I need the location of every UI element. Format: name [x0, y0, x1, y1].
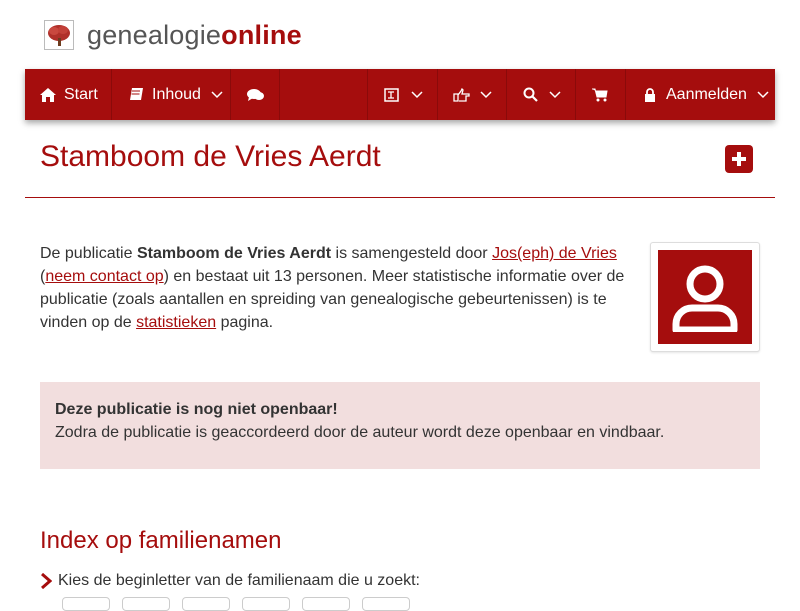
nav-point[interactable]	[438, 69, 507, 120]
chevron-right-icon	[40, 573, 52, 589]
nav-spacer	[280, 69, 368, 120]
brand-name	[87, 20, 302, 51]
user-icon	[658, 250, 752, 344]
nav-cart[interactable]	[576, 69, 626, 120]
publication-name: Stamboom de Vries Aerdt	[136, 245, 332, 262]
letter-button[interactable]	[62, 597, 110, 611]
intro-text-3: (	[40, 268, 46, 285]
letter-button[interactable]	[242, 597, 290, 611]
letter-button[interactable]	[302, 597, 350, 611]
comments-icon	[246, 87, 264, 103]
language-icon	[383, 87, 401, 103]
letter-button[interactable]	[362, 597, 410, 611]
chevron-down-icon	[411, 91, 423, 99]
index-title: Index op familienamen	[40, 527, 282, 554]
tree-logo-icon	[44, 20, 74, 50]
nav-login-label: Aanmelden	[666, 85, 747, 103]
nav-inhoud-label: Inhoud	[152, 85, 201, 103]
contact-link[interactable]: neem contact op	[45, 268, 164, 285]
page-title: Stamboom de Vries Aerdt	[40, 140, 381, 173]
intro-text-4: ) en bestaat uit 13 personen. Meer statistische informatie over de publicatie (zoals aantallen en spreiding van genealogische gebeurtenissen) is te vinden op de	[40, 268, 625, 331]
letter-button[interactable]	[122, 597, 170, 611]
nav-language[interactable]	[368, 69, 438, 120]
nav-login[interactable]	[626, 69, 775, 120]
author-link[interactable]: Jos(eph) de Vries	[492, 245, 617, 262]
main-navbar	[25, 69, 775, 120]
search-icon	[521, 87, 539, 103]
nav-start-label: Start	[64, 85, 98, 103]
notice-body: Zodra de publicatie is geaccordeerd door de auteur wordt deze openbaar en vindbaar.	[55, 424, 665, 441]
nav-comments[interactable]	[231, 69, 280, 120]
hand-point-icon	[452, 87, 470, 103]
brand-part2: online	[221, 19, 302, 50]
intro-text-5: pagina.	[216, 314, 274, 331]
letter-buttons	[62, 597, 422, 611]
chevron-down-icon	[480, 91, 492, 99]
private-notice	[40, 382, 760, 469]
chevron-down-icon	[211, 91, 223, 99]
publication-intro	[40, 242, 625, 334]
nav-search[interactable]	[507, 69, 576, 120]
notice-heading: Deze publicatie is nog niet openbaar!	[55, 401, 338, 418]
nav-start[interactable]	[25, 69, 112, 120]
brand-part1: genealogie	[87, 19, 222, 50]
nav-inhoud[interactable]	[112, 69, 231, 120]
book-icon	[127, 87, 145, 103]
intro-text-1: De publicatie	[40, 245, 137, 262]
instruction-text: Kies de beginletter van de familienaam die u zoekt:	[58, 572, 420, 589]
intro-text-2: is samengesteld door	[331, 245, 493, 262]
chevron-down-icon	[549, 91, 561, 99]
stats-link[interactable]: statistieken	[136, 314, 217, 331]
title-divider	[25, 197, 775, 198]
plus-square-icon[interactable]	[725, 145, 753, 173]
letter-button[interactable]	[182, 597, 230, 611]
site-logo[interactable]	[44, 19, 302, 51]
index-instruction	[40, 572, 420, 590]
chevron-down-icon	[757, 91, 769, 99]
lock-icon	[641, 87, 659, 103]
author-avatar-frame[interactable]	[650, 242, 760, 352]
cart-icon	[591, 87, 609, 103]
home-icon	[39, 87, 57, 103]
